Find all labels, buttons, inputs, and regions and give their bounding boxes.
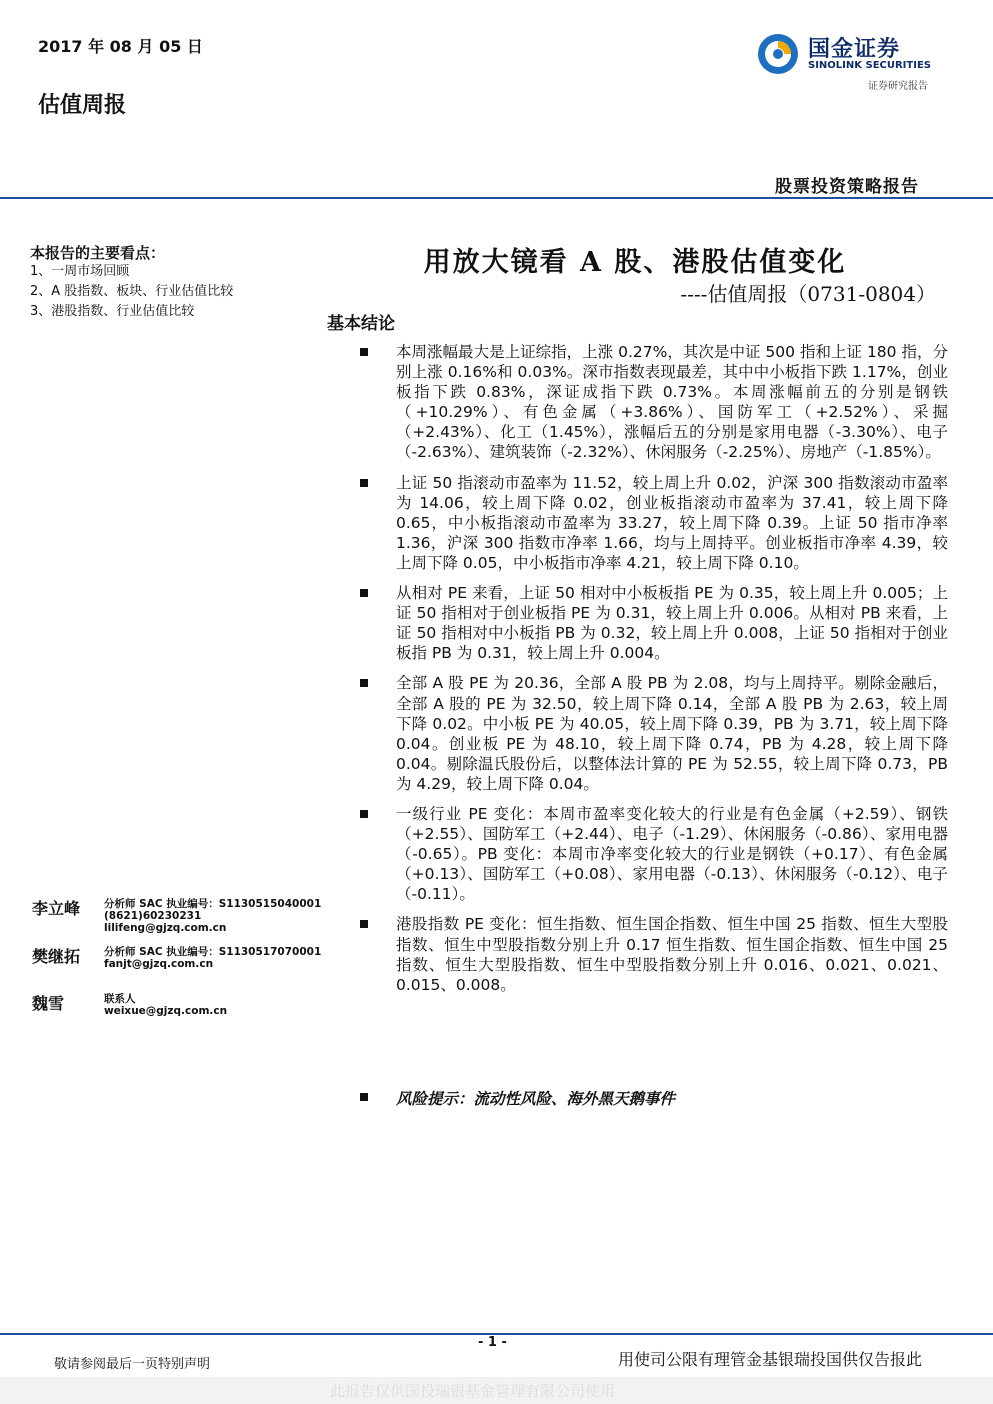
key-points-title: 本报告的主要看点： [30, 244, 166, 262]
section-heading: 基本结论 [327, 314, 395, 334]
analyst-email[interactable]: lilifeng@gjzq.com.cn [104, 922, 227, 934]
report-type: 估值周报 [38, 92, 127, 118]
bullet-square-icon [360, 920, 368, 928]
page-number: - 1 - [478, 1335, 507, 1350]
conclusion-bullet [360, 342, 948, 463]
logo-english-name: SINOLINK SECURITIES [808, 60, 931, 71]
key-points-list [30, 262, 233, 322]
key-point-item: 3、港股指数、行业估值比较 [30, 304, 195, 319]
bullet-square-icon [360, 679, 368, 687]
analyst-phone: (8621)60230231 [104, 910, 202, 922]
bullet-text: 一级行业 PE 变化：本周市盈率变化较大的行业是有色金属（+2.59）、钢铁（+2.55）、国防军工（+2.44）、电子（-1.29）、休闲服务（-0.86）、家用电器（-0.65）。PB 变化：本周市净率变化较大的行业是钢铁（+0.17）、有色金属（+0.13）、国防军工（+0.08）、家用电器（-0.13）、休闲服务（-0.12）、电子（-0.11）。 [396, 804, 948, 904]
conclusion-bullet [360, 914, 948, 994]
company-logo [756, 30, 946, 96]
bullet-text: 全部 A 股 PE 为 20.36，全部 A 股 PB 为 2.08，均与上周持平。剔除金融后，全部 A 股的 PE 为 32.50，较上周下降 0.14，全部 A 股 PB 为 2.63，较上周下降 0.02。中小板 PE 为 40.05，较上周下降 0.39，PB 为 3.71，较上周下降 0.04。创业板 PE 为 48.10，较上周下降 0.74，PB 为 4.28，较上周下降 0.04。剔除温氏股份后，以整体法计算的 PE 为 52.55，较上周下降 0.73，PB 为 4.29，较上周下降 0.04。 [396, 674, 948, 793]
main-subtitle: ----估值周报（0731-0804） [680, 282, 936, 306]
watermark-text: 此报告仅供国投瑞银基金管理有限公司使用 [330, 1382, 616, 1400]
bullet-square-icon [360, 1093, 368, 1101]
analyst-info-line: 分析师 SAC 执业编号：S1130515040001 [104, 898, 322, 910]
bullet-text: 本周涨幅最大是上证综指，上涨 0.27%，其次是中证 500 指和上证 180 指，分别上涨 0.16%和 0.03%。深市指数表现最差，其中中小板指下跌 1.17%，创业板指下跌 0.83%，深证成指下跌 0.73%。本周涨幅前五的分别是钢铁（+10.29%）、有色金属（+3.86%）、国防军工（+2.52%）、采掘（+2.43%）、化工（1.45%），涨幅后五的分别是家用电器（-3.30%）、电子（-2.63%）、建筑装饰（-2.32%）、休闲服务（-2.25%）、房地产（-1.85%）。 [396, 343, 948, 462]
risk-warning [360, 1087, 948, 1109]
footer-usage-note: 用使司公限有理管金基银瑞投国供仅告报此 [618, 1350, 923, 1369]
conclusion-bullet [360, 583, 948, 663]
conclusion-bullet [360, 673, 948, 794]
main-title: 用放大镜看 A 股、港股估值变化 [423, 247, 847, 278]
analyst-info-line: 联系人 [104, 993, 136, 1005]
analyst-email[interactable]: fanjt@gjzq.com.cn [104, 958, 214, 970]
logo-globe-icon [756, 32, 800, 76]
analyst-info-line: 分析师 SAC 执业编号：S1130517070001 [104, 946, 322, 958]
analyst-info [104, 946, 321, 970]
analyst-name: 樊继拓 [32, 947, 81, 966]
bullet-text: 港股指数 PE 变化：恒生指数、恒生国企指数、恒生中国 25 指数、恒生大型股指数、恒生中型股指数分别上升 0.17 恒生指数、恒生国企指数、恒生中国 25 指数、恒生大型股指数、恒生中型股指数分别上升 0.016、0.021、0.021、0.015、0.008。 [396, 915, 948, 994]
analyst-email[interactable]: weixue@gjzq.com.cn [104, 1005, 228, 1017]
analyst-info [104, 993, 227, 1017]
conclusion-bullet [360, 804, 948, 904]
report-date: 2017 年 08 月 05 日 [38, 37, 203, 56]
footer-disclaimer: 敬请参阅最后一页特别声明 [54, 1357, 211, 1372]
conclusion-list [360, 342, 948, 1005]
logo-chinese-name: 国金证券 [808, 37, 901, 62]
risk-text: 风险提示：流动性风险、海外黑天鹅事件 [396, 1089, 676, 1108]
conclusion-bullet [360, 473, 948, 573]
bullet-square-icon [360, 589, 368, 597]
key-point-item: 1、一周市场回顾 [30, 264, 130, 279]
analyst-name: 魏雪 [32, 994, 65, 1013]
logo-subtitle: 证券研究报告 [868, 81, 928, 92]
bullet-square-icon [360, 810, 368, 818]
bullet-square-icon [360, 348, 368, 356]
header-divider [0, 197, 993, 199]
bullet-text: 上证 50 指滚动市盈率为 11.52，较上周上升 0.02，沪深 300 指数滚动市盈率为 14.06，较上周下降 0.02，创业板指滚动市盈率为 37.41，较上周下降 0.65，中小板指滚动市盈率为 33.27，较上周下降 0.39。上证 50 指市净率 1.36，沪深 300 指数市净率 1.66，均与上周持平。创业板指市净率 4.39，较上周下降 0.05，中小板指市净率 4.21，较上周下降 0.10。 [396, 473, 948, 572]
bullet-text: 从相对 PE 来看，上证 50 相对中小板板指 PE 为 0.35，较上周上升 0.005；上证 50 指相对于创业板指 PE 为 0.31，较上周上升 0.006。从相对 PB 来看，上证 50 指相对中小板指 PB 为 0.32，较上周上升 0.008，上证 50 指相对于创业板指 PB 为 0.31，较上周上升 0.004。 [396, 584, 948, 663]
key-point-item: 2、A 股指数、板块、行业估值比较 [30, 284, 234, 299]
analyst-info [104, 898, 321, 934]
report-category: 股票投资策略报告 [775, 177, 919, 197]
analyst-name: 李立峰 [32, 899, 81, 918]
bullet-square-icon [360, 479, 368, 487]
